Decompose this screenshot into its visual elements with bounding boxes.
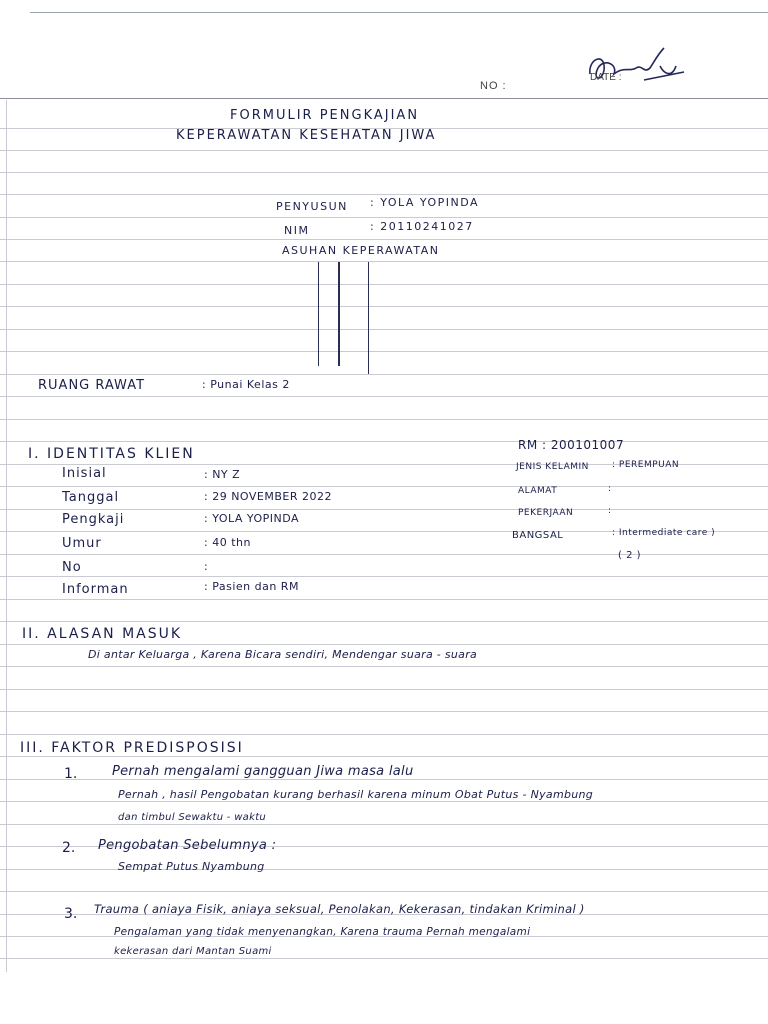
field-tanggal-label: Tanggal xyxy=(62,490,120,505)
ruled-line xyxy=(0,306,768,307)
ruled-line xyxy=(0,194,768,195)
item-1-line-1: Pernah , hasil Pengobatan kurang berhasil karena minum Obat Putus - Nyambung xyxy=(118,788,594,801)
page-top-edge xyxy=(30,12,768,13)
field-jenis-kelamin-value: : PEREMPUAN xyxy=(612,460,680,470)
ruled-line xyxy=(0,666,768,667)
no-label: NO : xyxy=(480,80,507,92)
ruled-line xyxy=(0,824,768,825)
ruled-line xyxy=(0,621,768,622)
nim-value: : 20110241027 xyxy=(370,220,474,233)
field-no-value: : xyxy=(204,560,209,573)
item-1-number: 1. xyxy=(64,766,78,782)
signature-stamp xyxy=(584,44,694,92)
item-2-line-1: Sempat Putus Nyambung xyxy=(118,860,265,873)
ruled-line xyxy=(0,217,768,218)
ruled-line xyxy=(0,599,768,600)
field-jenis-kelamin-label: JENIS KELAMIN xyxy=(516,462,589,472)
field-bangsal-value: : Intermediate care ) xyxy=(612,528,716,538)
item-3-line-1: Pengalaman yang tidak menyenangkan, Karena trauma Pernah mengalami xyxy=(114,926,531,938)
ruled-line xyxy=(0,509,768,510)
ruled-line xyxy=(0,261,768,262)
ruled-line xyxy=(0,869,768,870)
ruled-line xyxy=(0,351,768,352)
ruled-line xyxy=(0,441,768,442)
ruled-line xyxy=(0,801,768,802)
field-alamat-value: : xyxy=(608,484,612,494)
ruled-line xyxy=(0,150,768,151)
ruled-line xyxy=(0,958,768,959)
ruled-line xyxy=(0,419,768,420)
ruled-line xyxy=(0,756,768,757)
ruled-line xyxy=(0,329,768,330)
ruang-rawat-value: : Punai Kelas 2 xyxy=(202,378,290,391)
item-1-line-2: dan timbul Sewaktu - waktu xyxy=(118,812,267,823)
vertical-mark xyxy=(318,262,319,366)
field-informan-label: Informan xyxy=(62,582,129,597)
margin-line xyxy=(6,100,7,972)
field-inisial-label: Inisial xyxy=(62,466,107,481)
form-title-line1: FORMULIR PENGKAJIAN xyxy=(230,108,420,123)
field-umur-value: : 40 thn xyxy=(204,536,251,549)
ruled-line xyxy=(0,396,768,397)
item-1-title: Pernah mengalami gangguan Jiwa masa lalu xyxy=(112,764,414,779)
nim-label: NIM xyxy=(284,224,310,237)
ruled-line xyxy=(0,734,768,735)
ruled-line xyxy=(0,284,768,285)
field-tanggal-value: : 29 NOVEMBER 2022 xyxy=(204,490,332,503)
item-3-number: 3. xyxy=(64,906,78,922)
ruled-line xyxy=(0,644,768,645)
ruled-line xyxy=(0,554,768,555)
penyusun-value: : YOLA YOPINDA xyxy=(370,196,480,209)
faktor-heading: III. FAKTOR PREDISPOSISI xyxy=(20,740,244,756)
ruled-line xyxy=(0,239,768,240)
field-bangsal-label: BANGSAL xyxy=(512,530,564,541)
ruled-line xyxy=(0,374,768,375)
field-umur-label: Umur xyxy=(62,536,102,551)
identitas-heading: I. IDENTITAS KLIEN xyxy=(28,446,195,462)
form-title-line2: KEPERAWATAN KESEHATAN JIWA xyxy=(176,128,437,143)
date-label: DATE : xyxy=(590,72,622,83)
item-3-title: Trauma ( aniaya Fisik, aniaya seksual, Penolakan, Kekerasan, tindakan Kriminal ) xyxy=(94,902,585,916)
field-informan-value: : Pasien dan RM xyxy=(204,580,299,593)
field-pekerjaan-value: : xyxy=(608,506,612,516)
ruled-line xyxy=(0,689,768,690)
item-2-number: 2. xyxy=(62,840,76,856)
bangsal-extra: ( 2 ) xyxy=(618,550,642,561)
ruled-line xyxy=(0,711,768,712)
ruled-line xyxy=(0,576,768,577)
alasan-text: Di antar Keluarga , Karena Bicara sendiri, Mendengar suara - suara xyxy=(88,648,478,661)
item-3-line-2: kekerasan dari Mantan Suami xyxy=(114,946,272,957)
ruang-rawat-label: RUANG RAWAT xyxy=(38,378,146,393)
field-inisial-value: : NY Z xyxy=(204,468,241,481)
rm-number: RM : 200101007 xyxy=(518,438,625,452)
ruled-line xyxy=(0,486,768,487)
alasan-heading: II. ALASAN MASUK xyxy=(22,626,183,642)
ruled-line xyxy=(0,779,768,780)
asuhan-keperawatan: ASUHAN KEPERAWATAN xyxy=(282,244,440,257)
ruled-line xyxy=(0,891,768,892)
penyusun-label: PENYUSUN xyxy=(276,200,348,213)
vertical-mark xyxy=(338,262,340,366)
item-2-title: Pengobatan Sebelumnya : xyxy=(98,838,277,853)
ruled-line xyxy=(0,172,768,173)
field-pekerjaan-label: PEKERJAAN xyxy=(518,508,574,518)
field-alamat-label: ALAMAT xyxy=(518,486,558,496)
vertical-mark xyxy=(368,262,369,374)
field-no-label: No xyxy=(62,560,82,575)
field-pengkaji-label: Pengkaji xyxy=(62,512,125,527)
field-pengkaji-value: : YOLA YOPINDA xyxy=(204,512,300,525)
